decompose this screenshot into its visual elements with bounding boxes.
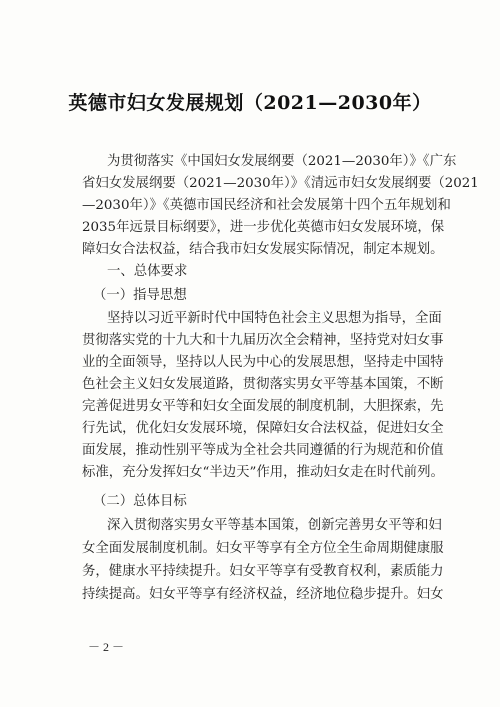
paragraph-line: 色社会主义妇女发展道路，贯彻落实男女平等基本国策，不断 xyxy=(82,377,444,392)
paragraph-line: 务，健康水平持续提升。妇女平等享有受教育权利，素质能力 xyxy=(82,564,444,579)
paragraph-line: 深入贯彻落实男女平等基本国策，创新完善男女平等和妇 xyxy=(107,518,442,533)
paragraph-line: 2035年远景目标纲要》，进一步优化英德市妇女发展环境，保 xyxy=(82,220,445,235)
paragraph-line: 完善促进男女平等和妇女全面发展的制度机制，大胆探索，先 xyxy=(82,399,444,414)
subsection-heading: （二）总体目标 xyxy=(93,494,187,509)
subsection-heading: （一）指导思想 xyxy=(93,288,187,303)
document-title: 英德市妇女发展规划（2021—2030年） xyxy=(68,92,432,114)
paragraph-line: —2030年）》《英德市国民经济和社会发展第十四个五年规划和 xyxy=(82,198,451,213)
paragraph-line: 标准，充分发挥妇女“半边天”作用，推动妇女走在时代前列。 xyxy=(82,465,444,480)
section-heading: 一、总体要求 xyxy=(107,264,188,279)
paragraph-line: 障妇女合法权益，结合我市妇女发展实际情况，制定本规划。 xyxy=(82,242,444,257)
paragraph-line: 持续提高。妇女平等享有经济权益，经济地位稳步提升。妇女 xyxy=(82,587,444,602)
paragraph-line: 省妇女发展纲要（2021—2030年）》《清远市妇女发展纲要（2021 xyxy=(82,176,479,191)
paragraph-line: 坚持以习近平新时代中国特色社会主义思想为指导，全面 xyxy=(107,311,442,326)
paragraph-line: 行先试，优化妇女发展环境，保障妇女合法权益，促进妇女全 xyxy=(82,421,444,436)
paragraph-line: 面发展，推动性别平等成为全社会共同遵循的行为规范和价值 xyxy=(82,443,444,458)
paragraph-line: 贯彻落实党的十九大和十九届历次全会精神，坚持党对妇女事 xyxy=(82,333,444,348)
page-number: － 2 － xyxy=(88,640,125,654)
paragraph-line: 女全面发展制度机制。妇女平等享有全方位全生命周期健康服 xyxy=(82,541,444,556)
paragraph-line: 业的全面领导，坚持以人民为中心的发展思想，坚持走中国特 xyxy=(82,355,444,370)
paragraph-line: 为贯彻落实《中国妇女发展纲要（2021—2030年）》《广东 xyxy=(107,154,457,169)
